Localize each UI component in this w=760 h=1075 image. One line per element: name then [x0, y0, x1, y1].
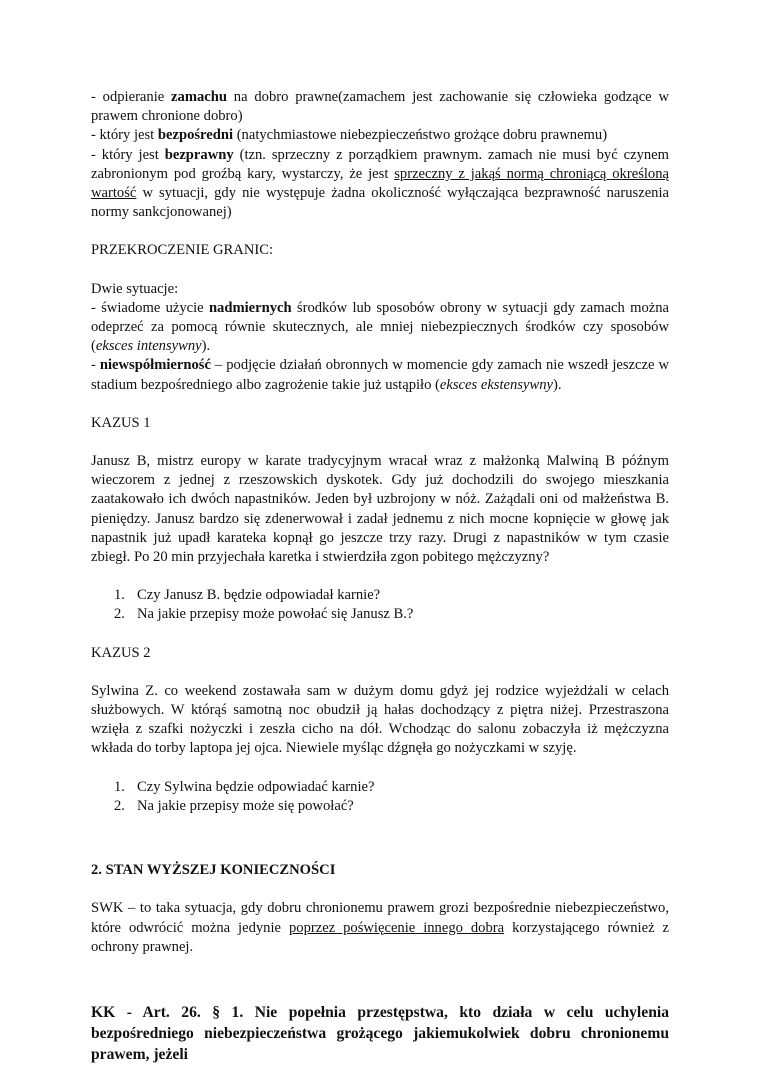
text-span: ).: [552, 376, 562, 393]
list-text: Na jakie przepisy może się powołać?: [137, 797, 354, 814]
text-span: - który jest: [91, 127, 158, 144]
italic-term: eksces ekstensywny: [439, 376, 553, 393]
list-number: 2.: [114, 797, 125, 814]
kazus-2-text: Sylwina Z. co weekend zostawała sam w dużym domu gdyż jej rodzice wyjeżdżali w celach służbowych. W którąś samotną noc obudził ją hałas dochodzący z piętra niżej. Przestraszona wzięła z szafki nożyczki i zeszła cicho na dół. Wchodząc do salonu zobaczyła iż mężczyzna wkłada do torby laptopa jej ojca. Niewiele myśląc dźgnęła go nożyczkami w szyję.: [91, 682, 669, 757]
section-heading-swk: 2. STAN WYŻSZEJ KONIECZNOŚCI: [91, 862, 336, 879]
list-number: 1.: [114, 778, 125, 795]
text-span: w sytuacji, gdy nie występuje żadna okoliczność wyłączająca bezprawność naruszenia normy sankcjonowanej): [91, 185, 669, 221]
kazus-1-questions: [91, 586, 669, 624]
list-item: [91, 605, 669, 624]
text-span: Dwie sytuacje:: [91, 280, 179, 297]
section-title-przekroczenie: PRZEKROCZENIE GRANIC:: [91, 242, 274, 259]
text-span: - świadome użycie: [91, 299, 209, 316]
text-span: - odpieranie: [91, 89, 172, 105]
text-span: ).: [201, 338, 211, 355]
text-span: SWK – to taka sytuacja, gdy dobru chronionemu prawem grozi bezpośrednie niebezpieczeństwo, które odwrócić można jedynie: [91, 900, 669, 936]
paragraph-zamach: [91, 88, 669, 222]
bold-term-niewspolmiernosc: niewspółmierność: [99, 357, 211, 374]
bold-term-bezprawny: bezprawny: [164, 146, 234, 163]
list-item: [91, 797, 669, 816]
text-span: – podjęcie działań obronnych w momencie gdy zamach nie wszedł jeszcze w stadium bezpośredniego albo zagrożenie takie już ustąpiło (: [91, 357, 669, 393]
text-span: - który jest: [91, 146, 165, 163]
list-text: Czy Janusz B. będzie odpowiadał karnie?: [137, 587, 381, 604]
article-kk-26: KK - Art. 26. § 1. Nie popełnia przestępstwa, kto działa w celu uchylenia bezpośredniego niebezpieczeństwa grożącego jakiemukolwiek dobru chronionemu prawem, jeżeli: [91, 1003, 669, 1063]
text-span: korzystającego również z ochrony prawnej.: [91, 919, 669, 955]
document-page: [91, 88, 669, 1065]
list-number: 1.: [114, 587, 125, 604]
text-span: (tzn. sprzeczny z porządkiem prawnym. zamach nie musi być czynem zabronionym pod groźbą kary, wystarczy, że jest: [91, 146, 669, 182]
bold-term-bezposredni: bezpośredni: [157, 127, 234, 144]
underlined-phrase: poprzez poświęcenie innego dobra: [288, 919, 505, 936]
kazus-1-text: Janusz B, mistrz europy w karate tradycyjnym wracał wraz z małżonką Malwiną B późnym wieczorem z jednej z rzeszowskich dyskotek. Gdy już dochodzili do swojego mieszkania zaatakowało ich dwóch napastników. Jeden był uzbrojony w nóż. Zażądali oni od małżeństwa B. pieniędzy. Janusz bardzo się zdenerwował i zadał jednemu z nich mocne kopnięcie w głowę jak napastnik już upadł karateka kopnął go jeszcze trzy razy. Drugi z napastników w tym czasie zbiegł. Po 20 min przyjechała karetka i stwierdziła zgon pobitego mężczyzny?: [91, 453, 669, 566]
text-span: na dobro prawne(zamachem jest zachowanie się człowieka godzące w prawem chronione dobro): [91, 89, 669, 125]
paragraph-dwie-sytuacje: [91, 280, 669, 395]
list-text: Na jakie przepisy może powołać się Janusz B.?: [137, 606, 414, 623]
underlined-phrase: sprzeczny z jakąś normą chroniącą określoną wartość: [91, 165, 669, 202]
text-span: środków lub sposobów obrony w sytuacji gdy zamach można odeprzeć za pomocą równie skutecznych, ale mniej niebezpiecznych środków czy sposobów (: [91, 299, 669, 355]
paragraph-swk: [91, 899, 669, 957]
list-text: Czy Sylwina będzie odpowiadać karnie?: [137, 778, 375, 795]
bold-term-nadmiernych: nadmiernych: [208, 299, 292, 316]
italic-term: eksces intensywny: [95, 338, 202, 355]
kazus-2-title: KAZUS 2: [91, 644, 151, 661]
list-item: [91, 778, 669, 797]
list-number: 2.: [114, 606, 125, 623]
kazus-1-title: KAZUS 1: [91, 414, 151, 431]
list-item: [91, 586, 669, 605]
text-span: (natychmiastowe niebezpieczeństwo grożące dobru prawnemu): [233, 127, 608, 144]
kazus-2-questions: [91, 778, 669, 816]
text-span: -: [91, 357, 100, 374]
bold-term-zamachu: zamachu: [171, 89, 227, 105]
